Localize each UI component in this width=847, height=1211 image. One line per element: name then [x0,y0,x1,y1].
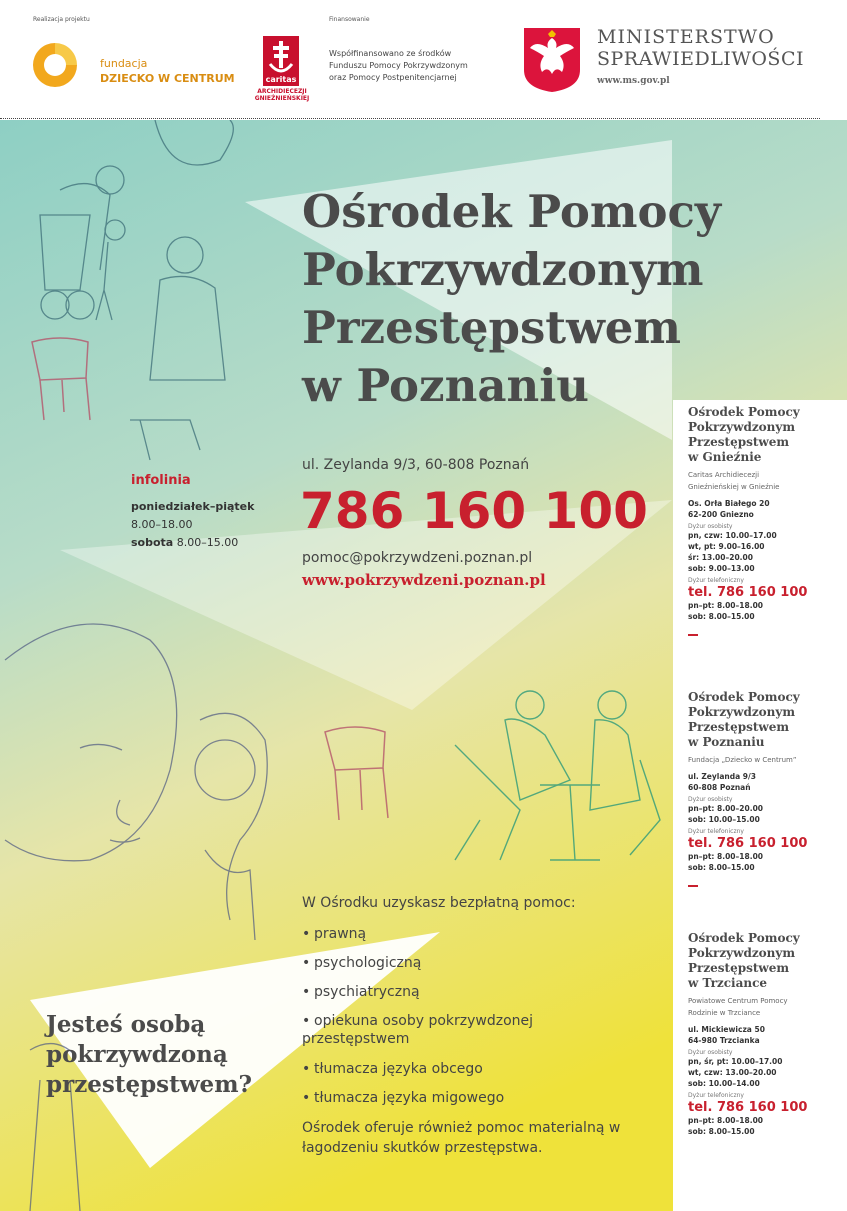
center-address: ul. Zeylanda 9/3 60-808 Poznań [688,772,756,792]
phone-hours: pn–pt: 8.00–18.00 sob: 8.00–15.00 [688,852,763,872]
svg-text:D: D [50,56,64,75]
infolinia-saturday [131,536,238,549]
phone-hours: pn–pt: 8.00–18.00 sob: 8.00–15.00 [688,601,763,621]
fundacja-dziecko-w-centrum-logo [30,40,80,90]
phone-duty-label: Dyżur telefoniczny [688,577,744,584]
offer-item: • tłumacza języka obcego [302,1061,483,1077]
website-link[interactable]: www.pokrzywdzeni.poznan.pl [302,571,546,589]
center-organization: Powiatowe Centrum Pomocy Rodzinie w Trzciance [688,997,788,1017]
ministry-name [597,26,804,86]
header [0,0,847,118]
center-address: ul. Mickiewicza 50 64-980 Trzcianka [688,1025,765,1045]
divider [688,885,698,887]
ministry-line1: MINISTERSTWO [597,26,775,48]
infolinia-days-hours: 8.00–18.00 [131,518,193,531]
funding-line1: Współfinansowano ze środków [329,49,452,58]
duty-hours: pn, czw: 10.00–17.00 wt, pt: 9.00–16.00 śr: 13.00–20.00 sob: 9.00–13.00 [688,531,777,573]
caritas-sub-line2: GNIEŹNIEŃSKIEJ [254,95,310,102]
phone-hours: pn–pt: 8.00–18.00 sob: 8.00–15.00 [688,1116,763,1136]
fdc-name [100,56,235,86]
duty-label: Dyżur osobisty [688,1049,733,1056]
center-address: Os. Orła Białego 20 62-200 Gniezno [688,499,770,519]
center-gniezno [688,405,838,636]
offer-item: • psychiatryczną [302,984,420,1000]
project-label: Realizacja projektu [33,16,90,23]
center-poznan [688,690,838,887]
center-title: Ośrodek Pomocy Pokrzywdzonym Przestępstwem w Poznaniu [688,690,800,749]
center-phone[interactable]: tel. 786 160 100 [688,836,808,851]
offer-label: prawną [314,926,367,942]
offer-item: • tłumacza języka migowego [302,1090,505,1106]
duty-hours: pn, śr, pt: 10.00–17.00 wt, czw: 13.00–20.00 sob: 10.00–14.00 [688,1057,783,1088]
offer-item: • prawną [302,926,367,942]
page-title [302,183,721,415]
caritas-name: caritas [265,75,297,84]
center-phone[interactable]: tel. 786 160 100 [688,585,808,600]
duty-label: Dyżur osobisty [688,796,733,803]
infolinia-sat-hours: 8.00–15.00 [176,536,239,549]
fdc-line1: fundacja [100,57,148,70]
phone-duty-label: Dyżur telefoniczny [688,1092,744,1099]
fdc-line2: DZIECKO W CENTRUM [100,72,235,85]
offer-item: • psychologiczną [302,955,422,971]
infolinia-label: infolinia [131,473,191,488]
main-phone-number[interactable]: 786 160 100 [300,482,648,540]
center-address: ul. Zeylanda 9/3, 60-808 Poznań [302,457,530,473]
funding-line2: Funduszu Pomocy Pokrzywdzonym [329,61,468,70]
caritas-sub-line1: ARCHIDIECEZJI [257,88,307,95]
question-heading [46,1010,252,1100]
divider [688,634,698,636]
center-organization: Fundacja „Dziecko w Centrum” [688,756,797,764]
offer-label: tłumacza języka obcego [314,1061,483,1077]
ministry-line2: SPRAWIEDLIWOŚCI [597,48,804,70]
center-title: Ośrodek Pomocy Pokrzywdzonym Przestępstwem w Gnieźnie [688,405,800,464]
question-line2: pokrzywdzoną [46,1041,228,1068]
center-title: Ośrodek Pomocy Pokrzywdzonym Przestępstwem w Trzciance [688,931,800,990]
center-trzcianka [688,931,838,1137]
phone-duty-label: Dyżur telefoniczny [688,828,744,835]
offer-label: psychiatryczną [314,984,420,1000]
caritas-subtitle [253,88,311,102]
question-line1: Jesteś osobą [46,1011,206,1038]
title-line4: w Poznaniu [302,359,590,412]
title-line2: Pokrzywdzonym [302,243,704,296]
offer-item: • opiekuna osoby pokrzywdzonej przestępstwem [302,1013,534,1047]
funding-text [329,48,499,84]
title-line1: Ośrodek Pomocy [302,185,722,238]
offer-label: psychologiczną [314,955,422,971]
funding-line3: oraz Pomocy Postpenitencjarnej [329,73,457,82]
infolinia-days: poniedziałek–piątek [131,500,255,513]
offer-label: opiekuna osoby pokrzywdzonej przestępstwem [302,1013,534,1047]
ministry-url: www.ms.gov.pl [597,76,670,86]
center-phone[interactable]: tel. 786 160 100 [688,1100,808,1115]
duty-hours: pn–pt: 8.00–20.00 sob: 10.00–15.00 [688,804,763,824]
infolinia-sat-label: sobota [131,536,174,549]
title-line3: Przestępstwem [302,301,682,354]
offer-extra: Ośrodek oferuje również pomoc materialną w łagodzeniu skutków przestępstwa. [302,1120,621,1156]
polish-eagle-emblem [522,26,582,94]
duty-label: Dyżur osobisty [688,523,733,530]
center-organization: Caritas Archidiecezji Gnieźnieńskiej w Gnieźnie [688,471,780,491]
offers-intro: W Ośrodku uzyskasz bezpłatną pomoc: [302,895,576,911]
email-link[interactable]: pomoc@pokrzywdzeni.poznan.pl [302,550,533,566]
header-divider [0,118,820,119]
funding-label: Finansowanie [329,16,370,23]
offer-label: tłumacza języka migowego [314,1090,505,1106]
question-line3: przestępstwem? [46,1071,253,1098]
